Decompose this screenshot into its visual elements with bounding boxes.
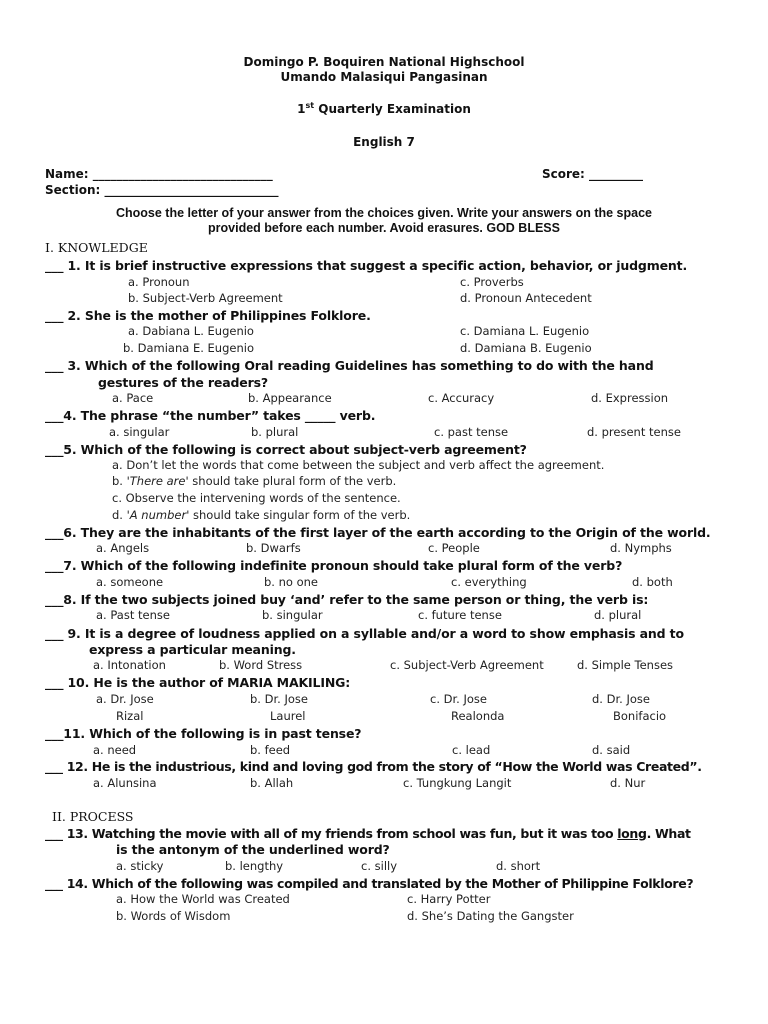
- q1-choice-b: b. Subject-Verb Agreement: [128, 291, 283, 305]
- q3-choice-a: a. Pace: [112, 391, 154, 405]
- q13-choice-d: d. short: [496, 859, 541, 873]
- score-field: [542, 168, 643, 180]
- q14-choice-b: b. Words of Wisdom: [116, 909, 231, 923]
- question-6: ___6. They are the inhabitants of the first layer of the earth according to the Origin of the world.: [45, 525, 711, 540]
- subject-title: English 7: [353, 135, 415, 149]
- q7-choice-c: c. everything: [451, 575, 527, 589]
- q13-text-post: . What: [646, 826, 691, 841]
- q3-choice-d: d. Expression: [591, 391, 669, 405]
- question-13-continued: is the antonym of the underlined word?: [116, 842, 390, 857]
- question-5: ___5. Which of the following is correct about subject-verb agreement?: [45, 442, 527, 457]
- q4-choice-d: d. present tense: [587, 425, 681, 439]
- q4-choice-c: c. past tense: [434, 425, 509, 439]
- q5-choice-d-italic: 'A number': [126, 508, 190, 522]
- q3-choice-c: c. Accuracy: [428, 391, 495, 405]
- q1-choice-d: d. Pronoun Antecedent: [460, 291, 592, 305]
- q5-choice-a: a. Don’t let the words that come between the subject and verb affect the agreement.: [112, 458, 605, 472]
- q7-choice-b: b. no one: [264, 575, 318, 589]
- q1-choice-a: a. Pronoun: [128, 275, 190, 289]
- question-12: ___ 12. He is the industrious, kind and loving god from the story of “How the World was Created”.: [45, 759, 702, 774]
- q13-choice-c: c. silly: [361, 859, 398, 873]
- question-3: ___ 3. Which of the following Oral reading Guidelines has something to do with the hand: [45, 358, 654, 373]
- q8-choice-d: d. plural: [594, 608, 642, 622]
- q11-choice-b: b. feed: [250, 743, 291, 757]
- section-label: Section:: [45, 183, 101, 197]
- q13-text-pre: ___ 13. Watching the movie with all of my friends from school was fun, but it was too: [45, 826, 618, 841]
- q4-choice-a: a. singular: [109, 425, 170, 439]
- question-2: ___ 2. She is the mother of Philippines Folklore.: [45, 308, 371, 323]
- name-blank: ______________________________: [92, 167, 273, 181]
- question-11: ___11. Which of the following is in past tense?: [45, 726, 362, 741]
- q5-choice-b: [112, 476, 396, 488]
- q12-choice-b: b. Allah: [250, 776, 294, 790]
- q10-choice-c: c. Dr. Jose: [430, 692, 487, 706]
- q5-choice-d: [112, 510, 410, 522]
- q3-choice-b: b. Appearance: [248, 391, 332, 405]
- score-label: Score:: [542, 167, 585, 181]
- q5-choice-b-prefix: b.: [112, 474, 127, 488]
- instructions-line-1: Choose the letter of your answer from the choices given. Write your answers on the space: [115, 206, 653, 220]
- q13-choice-b: b. lengthy: [225, 859, 284, 873]
- name-label: Name:: [45, 167, 89, 181]
- q7-choice-a: a. someone: [96, 575, 164, 589]
- question-9: ___ 9. It is a degree of loudness applied on a syllable and/or a word to show emphasis and to: [45, 626, 684, 641]
- q8-choice-a: a. Past tense: [96, 608, 170, 622]
- q10-choice-b: b. Dr. Jose: [250, 692, 308, 706]
- q5-choice-c: c. Observe the intervening words of the sentence.: [112, 491, 401, 505]
- exam-title: [0, 102, 768, 115]
- q8-choice-b: b. singular: [262, 608, 323, 622]
- q12-choice-c: c. Tungkung Langit: [403, 776, 512, 790]
- q2-choice-a: a. Dabiana L. Eugenio: [128, 324, 254, 338]
- q14-choice-c: c. Harry Potter: [407, 892, 491, 906]
- q6-choice-c: c. People: [428, 541, 480, 555]
- q11-choice-a: a. need: [93, 743, 137, 757]
- q10-choice-c-line2: Realonda: [451, 709, 505, 723]
- q7-choice-d: d. both: [632, 575, 673, 589]
- q4-choice-b: b. plural: [251, 425, 299, 439]
- q6-choice-a: a. Angels: [96, 541, 150, 555]
- question-4: ___4. The phrase “the number” takes _____ verb.: [45, 408, 376, 423]
- q9-choice-b: b. Word Stress: [219, 658, 303, 672]
- q5-choice-d-rest: should take singular form of the verb.: [189, 508, 411, 522]
- question-13: [45, 828, 691, 841]
- q13-choice-a: a. sticky: [116, 859, 164, 873]
- q14-choice-a: a. How the World was Created: [116, 892, 290, 906]
- q1-choice-c: c. Proverbs: [460, 275, 524, 289]
- q12-choice-d: d. Nur: [610, 776, 646, 790]
- q5-choice-b-rest: should take plural form of the verb.: [188, 474, 397, 488]
- q10-choice-a: a. Dr. Jose: [96, 692, 154, 706]
- school-name: Domingo P. Boquiren National Highschool: [243, 55, 525, 69]
- q2-choice-c: c. Damiana L. Eugenio: [460, 324, 590, 338]
- q9-choice-d: d. Simple Tenses: [577, 658, 674, 672]
- section-knowledge-heading: I. KNOWLEDGE: [45, 240, 148, 255]
- q12-choice-a: a. Alunsina: [93, 776, 157, 790]
- section-blank: _____________________________: [104, 183, 279, 197]
- instructions-line-2: provided before each number. Avoid erasures. GOD BLESS: [208, 221, 560, 235]
- question-1: ___ 1. It is brief instructive expressions that suggest a specific action, behavior, or judgment.: [45, 258, 688, 273]
- name-field: [45, 168, 273, 180]
- q9-choice-c: c. Subject-Verb Agreement: [390, 658, 544, 672]
- q5-choice-b-italic: 'There are': [126, 474, 189, 488]
- exam-ordinal: 1: [297, 102, 306, 116]
- q6-choice-d: d. Nymphs: [610, 541, 672, 555]
- question-7: ___7. Which of the following indefinite pronoun should take plural form of the verb?: [45, 558, 623, 573]
- q10-choice-d-line2: Bonifacio: [613, 709, 667, 723]
- question-10: ___ 10. He is the author of MARIA MAKILING:: [45, 675, 351, 690]
- q10-choice-d: d. Dr. Jose: [592, 692, 650, 706]
- question-8: ___8. If the two subjects joined buy ‘and’ refer to the same person or thing, the verb is:: [45, 592, 649, 607]
- question-3-continued: gestures of the readers?: [98, 375, 269, 390]
- section-field: [45, 184, 279, 196]
- exam-title-text: Quarterly Examination: [318, 102, 471, 116]
- q2-choice-d: d. Damiana B. Eugenio: [460, 341, 592, 355]
- q5-choice-d-prefix: d.: [112, 508, 127, 522]
- school-address: Umando Malasiqui Pangasinan: [280, 70, 488, 84]
- q9-choice-a: a. Intonation: [93, 658, 166, 672]
- section-process-heading: II. PROCESS: [52, 809, 134, 824]
- score-blank: _________: [589, 167, 644, 181]
- q6-choice-b: b. Dwarfs: [246, 541, 301, 555]
- q8-choice-c: c. future tense: [418, 608, 502, 622]
- q11-choice-d: d. said: [592, 743, 631, 757]
- question-14: ___ 14. Which of the following was compiled and translated by the Mother of Philippine Folklore?: [45, 876, 694, 891]
- q10-choice-b-line2: Laurel: [270, 709, 306, 723]
- q10-choice-a-line2: Rizal: [116, 709, 144, 723]
- q2-choice-b: b. Damiana E. Eugenio: [123, 341, 254, 355]
- question-9-continued: express a particular meaning.: [89, 642, 296, 657]
- q13-underlined-word: long: [617, 826, 647, 841]
- q14-choice-d: d. She’s Dating the Gangster: [407, 909, 574, 923]
- q11-choice-c: c. lead: [452, 743, 491, 757]
- exam-ordinal-suffix: st: [305, 101, 315, 110]
